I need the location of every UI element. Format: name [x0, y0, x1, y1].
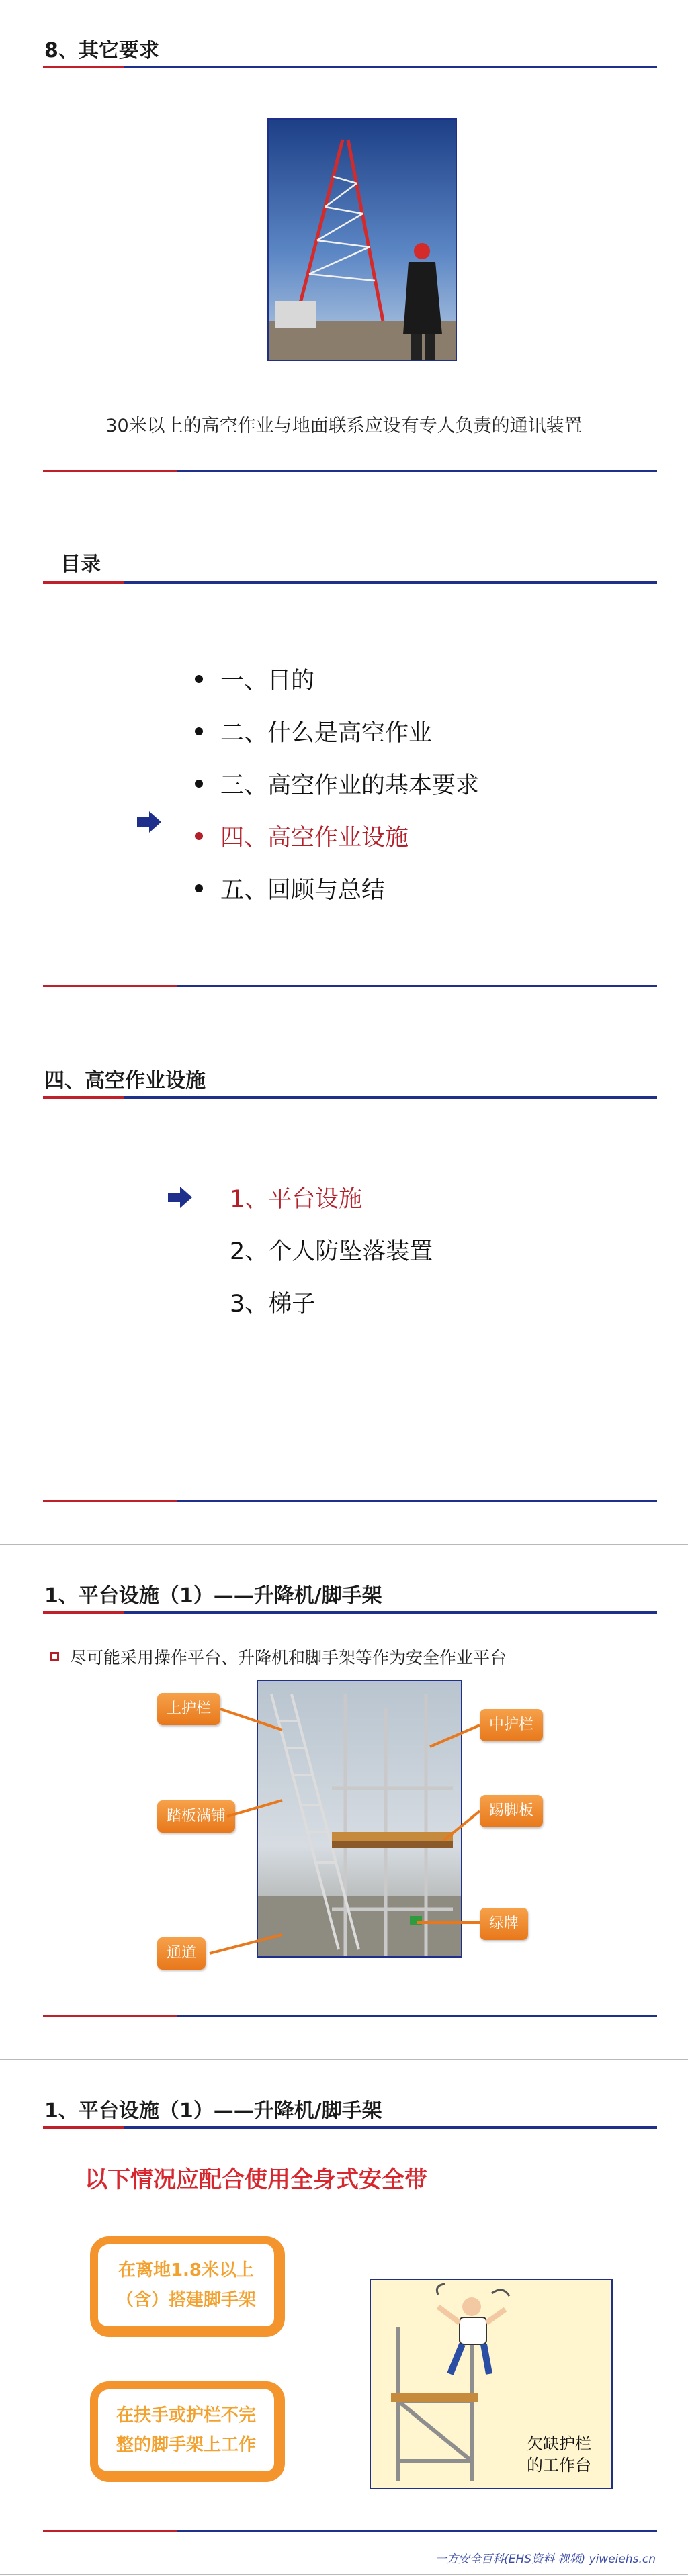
- slide-other-requirements: [0, 0, 688, 514]
- toc-item-label: 二、什么是高空作业: [220, 720, 433, 747]
- bullet-text: [50, 1645, 507, 1669]
- footer-line: [43, 2015, 657, 2017]
- card-line: 在离地1.8米以上: [118, 2260, 255, 2281]
- label-top-rail: 上护栏: [157, 1693, 220, 1725]
- title-underline: [43, 66, 657, 68]
- label-green-tag: 绿牌: [480, 1908, 528, 1940]
- subsection-list: [230, 1171, 433, 1328]
- slide-title: 8、其它要求: [44, 39, 159, 62]
- bullet-label: 尽可能采用操作平台、升降机和脚手架等作为安全作业平台: [70, 1648, 507, 1667]
- bullet-icon: [195, 727, 203, 735]
- toc-list: [195, 653, 479, 915]
- toc-item-label: 四、高空作业设施: [220, 825, 409, 852]
- scaffold-photo: [257, 1680, 462, 1958]
- current-section-arrow-icon: [137, 811, 161, 833]
- title-underline: [43, 2126, 657, 2129]
- label-mid-rail: 中护栏: [480, 1709, 543, 1741]
- card-line: （含）搭建脚手架: [116, 2290, 256, 2310]
- subsection-item[interactable]: 3、梯子: [230, 1291, 316, 1318]
- slide-title: 1、平台设施（1）——升降机/脚手架: [44, 2099, 382, 2123]
- tower-worker-photo: [267, 118, 457, 361]
- caption-line: 的工作台: [527, 2456, 591, 2475]
- toc-item[interactable]: [195, 653, 479, 705]
- card-line: 整的脚手架上工作: [116, 2435, 256, 2455]
- slide-full-body-harness: [0, 2060, 688, 2575]
- footer-line: [43, 1500, 657, 1502]
- warning-heading: 以下情况应配合使用全身式安全带: [85, 2166, 427, 2193]
- bullet-icon: [195, 675, 203, 683]
- slide-table-of-contents: [0, 515, 688, 1029]
- square-bullet-icon: [50, 1652, 59, 1661]
- toc-item[interactable]: [195, 862, 479, 915]
- footer-line: [43, 2530, 657, 2532]
- toc-item[interactable]: [195, 757, 479, 810]
- toc-item-label: 三、高空作业的基本要求: [220, 772, 480, 799]
- bullet-icon: [195, 780, 203, 788]
- label-deck-full: 踏板满铺: [157, 1800, 235, 1833]
- bullet-icon: [195, 884, 203, 892]
- title-underline: [43, 581, 657, 584]
- toc-item-active[interactable]: [195, 810, 479, 862]
- title-underline: [43, 1096, 657, 1099]
- subsection-item[interactable]: 2、个人防坠落装置: [230, 1238, 433, 1265]
- condition-card-guardrail: [90, 2381, 285, 2482]
- condition-card-height: [90, 2236, 285, 2337]
- label-access: 通道: [157, 1937, 206, 1970]
- caption-line: 欠缺护栏: [527, 2434, 591, 2453]
- card-line: 在扶手或护栏不完: [116, 2405, 256, 2426]
- watermark-text[interactable]: 一方安全百科(EHS资料 视频) yiweiehs.cn: [435, 2552, 656, 2566]
- slide-caption: 30米以上的高空作业与地面联系应设有专人负责的通讯装置: [105, 416, 583, 436]
- toc-item-label: 五、回顾与总结: [220, 877, 386, 904]
- slide-title: 四、高空作业设施: [44, 1069, 206, 1093]
- slide-title: 目录: [60, 553, 101, 576]
- label-toe-board: 踢脚板: [480, 1795, 543, 1827]
- current-subsection-arrow-icon: [168, 1187, 192, 1208]
- illustration-caption: [527, 2433, 591, 2476]
- title-underline: [43, 1611, 657, 1614]
- footer-line: [43, 470, 657, 472]
- toc-item-label: 一、目的: [220, 668, 315, 694]
- slide-platform-scaffold: [0, 1545, 688, 2060]
- footer-line: [43, 985, 657, 987]
- slide-section-facilities: [0, 1030, 688, 1545]
- toc-item[interactable]: [195, 705, 479, 757]
- falling-worker-illustration: [370, 2279, 613, 2489]
- slide-title: 1、平台设施（1）——升降机/脚手架: [44, 1584, 382, 1608]
- subsection-item-active[interactable]: 1、平台设施: [230, 1186, 363, 1213]
- bullet-icon: [195, 832, 203, 840]
